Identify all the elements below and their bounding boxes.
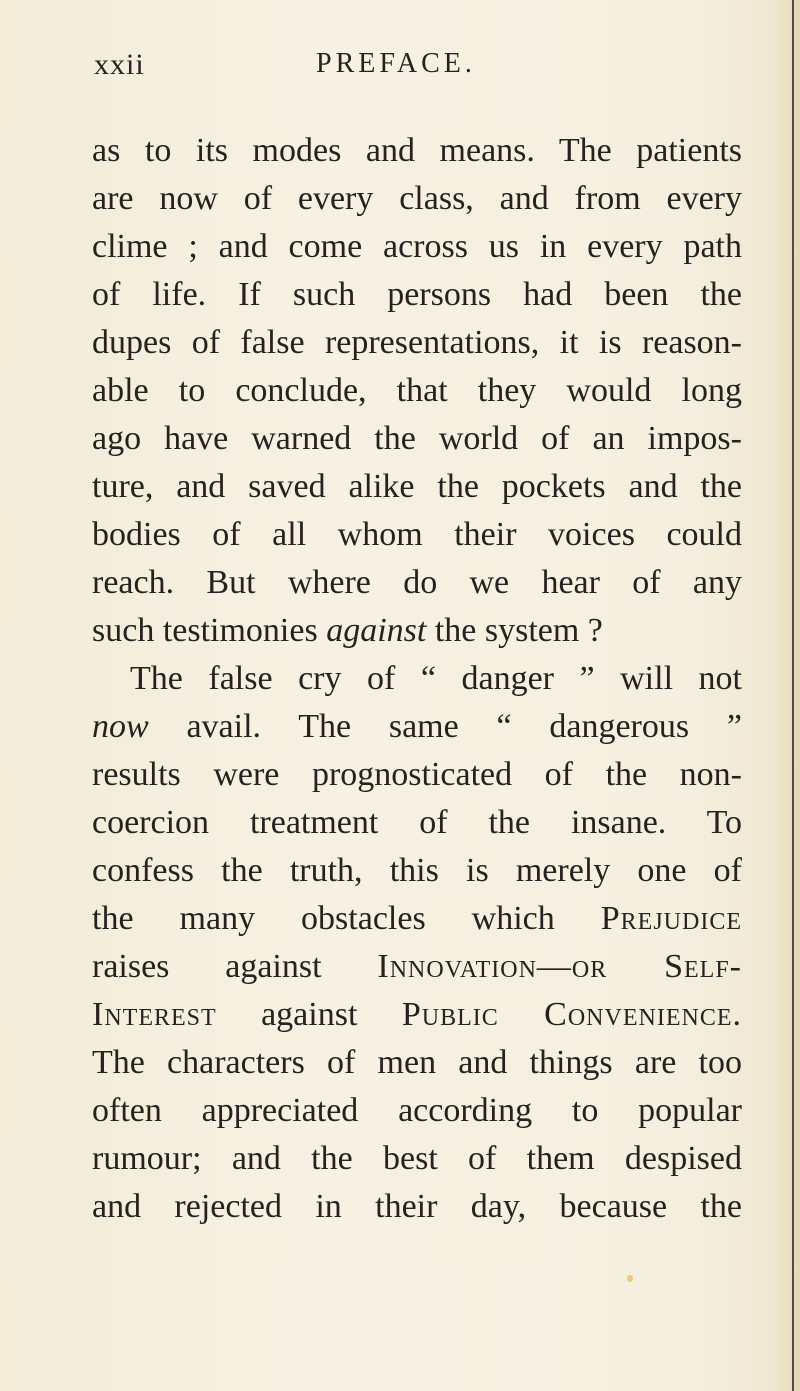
paper-speck — [627, 1275, 633, 1282]
small-caps-text: Interest — [92, 996, 217, 1033]
text-line: results were prognosticated of the non- — [92, 756, 742, 793]
text-run: the system ? — [426, 612, 603, 649]
text-run: against — [216, 996, 402, 1033]
text-line: The characters of men and things are too — [92, 1044, 742, 1081]
italic-text: now — [92, 708, 149, 745]
text-line: clime ; and come across us in every path — [92, 228, 742, 265]
text-run: such testimonies — [92, 612, 327, 649]
page-number: xxii — [94, 48, 145, 81]
text-line: ago have warned the world of an impos- — [92, 420, 742, 457]
text-line: confess the truth, this is merely one of — [92, 852, 742, 889]
running-title: PREFACE. — [316, 48, 476, 79]
text-run: raises against — [92, 948, 378, 985]
text-line: able to conclude, that they would long — [92, 372, 742, 409]
page-edge-shadow — [772, 0, 800, 1391]
small-caps-text: Innovation—or Self- — [377, 948, 742, 985]
body-text — [92, 127, 742, 1231]
text-line: and rejected in their day, because the — [92, 1188, 742, 1225]
text-line: dupes of false representations, it is reason- — [92, 324, 742, 361]
text-line — [92, 895, 742, 943]
page-header — [92, 48, 752, 88]
text-line — [92, 943, 742, 991]
italic-text: against — [326, 612, 427, 649]
text-line: as to its modes and means. The patients — [92, 132, 742, 169]
text-line — [92, 703, 742, 751]
text-run: the many obstacles which — [92, 900, 601, 937]
text-line: coercion treatment of the insane. To — [92, 804, 742, 841]
text-run: avail. The same “ dangerous ” — [148, 708, 742, 745]
small-caps-text: Prejudice — [600, 900, 742, 937]
small-caps-text: Public Convenience. — [401, 996, 742, 1033]
page-edge-line — [792, 0, 794, 1391]
text-line: The false cry of “ danger ” will not — [130, 660, 742, 697]
text-line: bodies of all whom their voices could — [92, 516, 742, 553]
text-line: of life. If such persons had been the — [92, 276, 742, 313]
text-line: ture, and saved alike the pockets and the — [92, 468, 742, 505]
text-line: rumour; and the best of them despised — [92, 1140, 742, 1177]
text-line — [92, 991, 742, 1039]
text-line — [92, 607, 742, 655]
text-line: often appreciated according to popular — [92, 1092, 742, 1129]
text-line: are now of every class, and from every — [92, 180, 742, 217]
text-line: reach. But where do we hear of any — [92, 564, 742, 601]
